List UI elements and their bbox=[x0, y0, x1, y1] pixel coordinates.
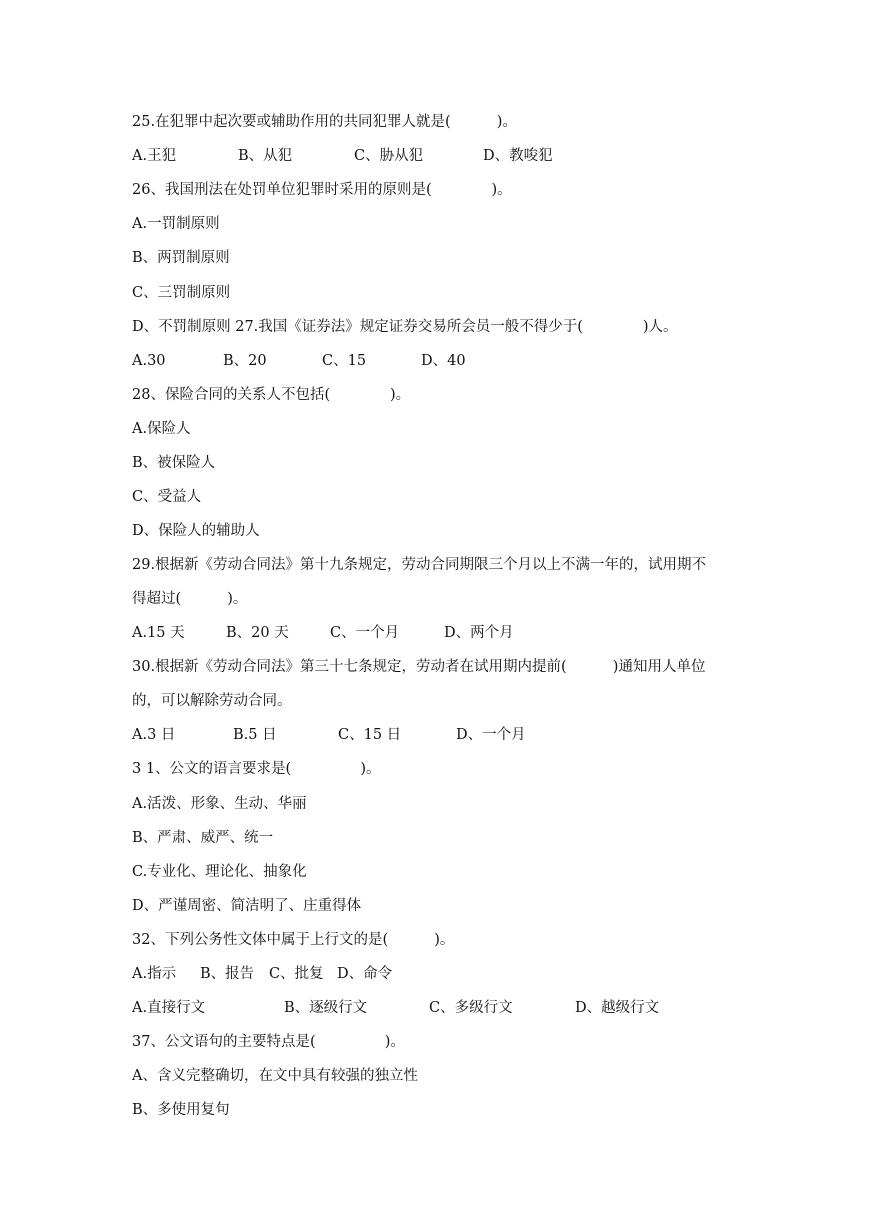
question-29-continued: 得超过( )。 bbox=[132, 591, 248, 607]
question-25: 25.在犯罪中起次要或辅助作用的共同犯罪人就是( )。 bbox=[132, 114, 517, 130]
question-28: 28、保险合同的关系人不包括( )。 bbox=[132, 387, 411, 403]
option-b: B、报告 bbox=[200, 966, 255, 982]
question-29: 29.根据新《劳动合同法》第十九条规定，劳动合同期限三个月以上不满一年的，试用期不 bbox=[132, 557, 707, 573]
option-b: B.5 日 bbox=[233, 727, 277, 743]
option-line: B、多使用复句 bbox=[132, 1102, 230, 1118]
options-q32 bbox=[132, 964, 402, 984]
option-line: C、受益人 bbox=[132, 489, 202, 505]
question-30-continued: 的，可以解除劳动合同。 bbox=[132, 693, 292, 709]
option-line-with-question-27: D、不罚制原则 27.我国《证券法》规定证券交易所会员一般不得少于( )人。 bbox=[132, 319, 678, 335]
question-26: 26、我国刑法在处罚单位犯罪时采用的原则是( )。 bbox=[132, 182, 512, 198]
option-d: D、命令 bbox=[337, 966, 393, 982]
option-c: C、一个月 bbox=[330, 625, 400, 641]
option-line: C、三罚制原则 bbox=[132, 285, 231, 301]
option-b: B、20 天 bbox=[226, 625, 289, 641]
question-32: 32、下列公务性文体中属于上行文的是( )。 bbox=[132, 932, 455, 948]
option-a: A.15 天 bbox=[132, 625, 185, 641]
option-a: A.指示 bbox=[132, 966, 177, 982]
option-c: C、15 日 bbox=[338, 727, 402, 743]
options-q30 bbox=[132, 725, 552, 745]
option-d: D、两个月 bbox=[444, 625, 514, 641]
option-a: A.直接行文 bbox=[132, 1000, 206, 1016]
option-line: C.专业化、理论化、抽象化 bbox=[132, 864, 307, 880]
option-a: A.3 日 bbox=[132, 727, 176, 743]
option-line: A.保险人 bbox=[132, 421, 191, 437]
option-line: D、保险人的辅助人 bbox=[132, 523, 260, 539]
option-d: D、越级行文 bbox=[575, 1000, 660, 1016]
option-c: C、多级行文 bbox=[429, 1000, 513, 1016]
option-line: B、严肃、威严、统一 bbox=[132, 830, 274, 846]
option-d: D、一个月 bbox=[456, 727, 526, 743]
question-31: 3 1、公文的语言要求是( )。 bbox=[132, 761, 381, 777]
question-30: 30.根据新《劳动合同法》第三十七条规定，劳动者在试用期内提前( )通知用人单位 bbox=[132, 659, 706, 675]
question-37: 37、公文语句的主要特点是( )。 bbox=[132, 1034, 405, 1050]
options-q29 bbox=[132, 623, 532, 643]
option-d: D、教唆犯 bbox=[483, 148, 553, 164]
option-d: D、40 bbox=[421, 353, 466, 369]
option-line: B、两罚制原则 bbox=[132, 250, 230, 266]
option-a: A.王犯 bbox=[132, 148, 177, 164]
option-c: C、15 bbox=[322, 353, 367, 369]
option-b: B、从犯 bbox=[238, 148, 293, 164]
option-b: B、逐级行文 bbox=[284, 1000, 368, 1016]
option-line: D、严谨周密、简洁明了、庄重得体 bbox=[132, 898, 362, 914]
option-line: A.活泼、形象、生动、华丽 bbox=[132, 796, 307, 812]
option-a: A.30 bbox=[132, 353, 166, 369]
options-q27 bbox=[132, 351, 492, 371]
option-b: B、20 bbox=[223, 353, 267, 369]
options-q25 bbox=[132, 146, 592, 166]
option-line: B、被保险人 bbox=[132, 455, 216, 471]
option-line: A.一罚制原则 bbox=[132, 216, 220, 232]
options-orphan bbox=[132, 998, 692, 1018]
option-c: C、批复 bbox=[269, 966, 324, 982]
option-c: C、胁从犯 bbox=[354, 148, 424, 164]
option-line: A、含义完整确切，在文中具有较强的独立性 bbox=[132, 1068, 418, 1084]
